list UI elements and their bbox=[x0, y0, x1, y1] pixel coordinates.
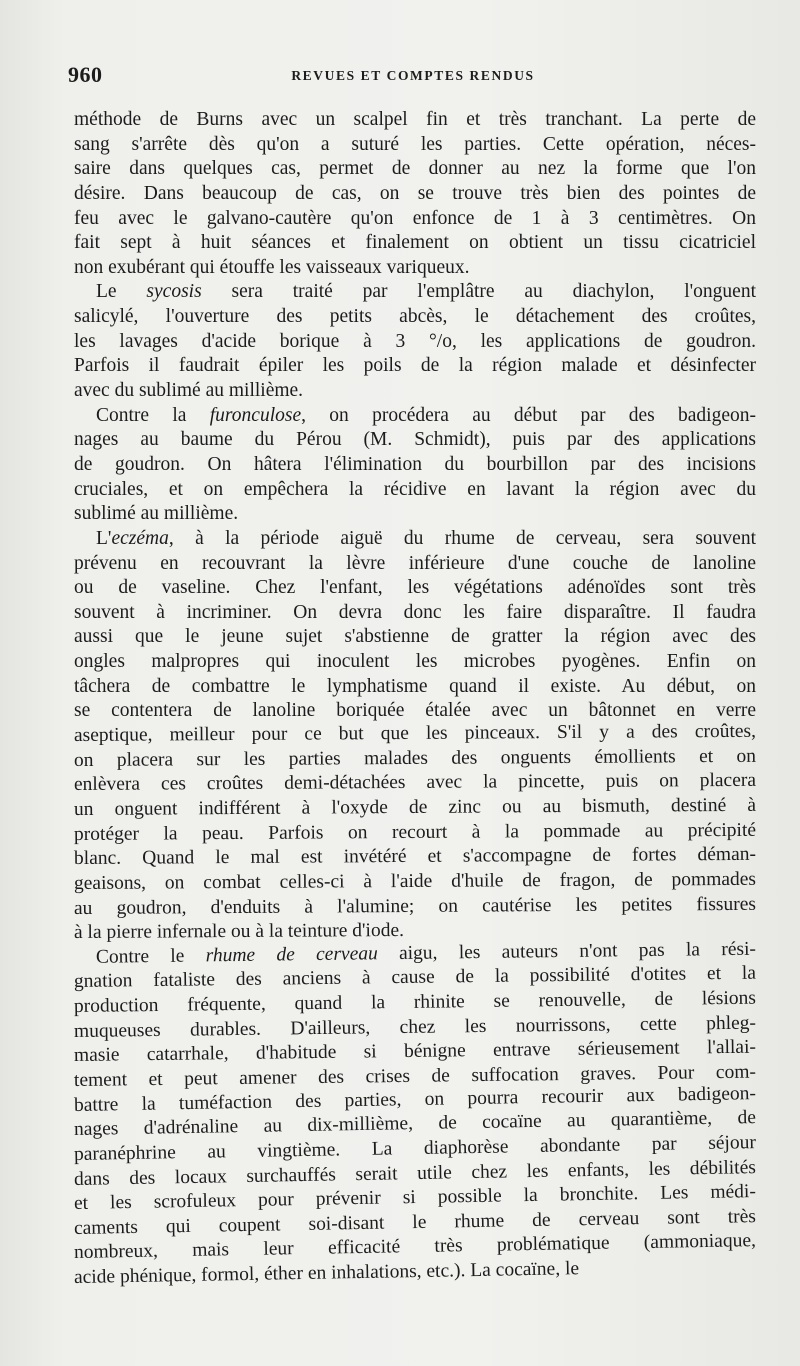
text-line: les lavages d'acide borique à 3 °/o, les applications de goudron. bbox=[74, 330, 756, 352]
text-line: Contre la furonculose, on procédera au début par des badigeon- bbox=[96, 404, 756, 426]
text-line: saire dans quelques cas, permet de donner au nez la forme que l'on bbox=[74, 158, 756, 180]
text-line: aseptique, meilleur pour ce but que les pinceaux. S'il y a des croûtes, bbox=[73, 720, 757, 747]
page-number: 960 bbox=[68, 62, 103, 87]
text-line: blanc. Quand le mal est invétéré et s'accompagne de fortes déman- bbox=[73, 844, 757, 870]
text-line: ou de vaseline. Chez l'enfant, les végétations adénoïdes sont très bbox=[74, 577, 756, 599]
text-line: désire. Dans beaucoup de cas, on se trouve très bien des pointes de bbox=[74, 182, 756, 204]
text-line: L'eczéma, à la période aiguë du rhume de cerveau, sera souvent bbox=[96, 527, 756, 549]
text-line: cruciales, et on empêchera la récidive en lavant la région avec du bbox=[74, 478, 756, 500]
text-line: salicylé, l'ouverture des petits abcès, le détachement des croûtes, bbox=[74, 306, 756, 328]
page-header bbox=[68, 62, 758, 92]
text-line: battre la tuméfaction des parties, on pourra recourir aux badigeon- bbox=[73, 1082, 757, 1116]
italic-term: rhume de cerveau bbox=[205, 943, 378, 967]
text-line: et les scrofuleux pour prévenir si possible la bronchite. Les médi- bbox=[73, 1181, 757, 1215]
text-line: se contentera de lanoline boriquée étalée avec un bâtonnet en verre bbox=[74, 700, 756, 722]
text-line: à la pierre infernale ou à la teinture d'iode. bbox=[73, 920, 405, 944]
text-line: Contre le rhume de cerveau aigu, les auteurs n'ont pas la rési- bbox=[95, 938, 757, 968]
text-line: muqueuses durables. D'ailleurs, chez les nourrissons, cette phleg- bbox=[73, 1012, 757, 1042]
italic-term: sycosis bbox=[146, 281, 202, 303]
text-line: souvent à incriminer. On devra donc les faire disparaître. Il faudra bbox=[74, 601, 756, 623]
text-line: prévenu en recouvrant la lèvre inférieure d'une couche de lanoline bbox=[74, 552, 756, 574]
text-line: de goudron. On hâtera l'élimination du bourbillon par des incisions bbox=[74, 453, 756, 475]
text-line: feu avec le galvano-cautère qu'on enfonce de 1 à 3 centimètres. On bbox=[74, 207, 756, 229]
italic-term: eczéma bbox=[111, 527, 169, 549]
text-line: enlèvera ces croûtes demi-détachées avec la pincette, puis on placera bbox=[73, 770, 757, 796]
text-line: non exubérant qui étouffe les vaisseaux variqueux. bbox=[74, 256, 470, 278]
text-line: masie catarrhale, d'habitude si bénigne entrave sérieusement l'allai- bbox=[73, 1037, 757, 1067]
text-line: méthode de Burns avec un scalpel fin et très tranchant. La perte de bbox=[74, 109, 756, 130]
text-line: tâchera de combattre le lymphatisme quand il existe. Au début, on bbox=[74, 675, 756, 697]
text-line: paranéphrine au vingtième. La diaphorèse abondante par séjour bbox=[73, 1132, 757, 1165]
text-line: gnation fataliste des anciens à cause de la possibilité d'otites et la bbox=[73, 963, 757, 993]
text-line: Le sycosis sera traité par l'emplâtre au diachylon, l'onguent bbox=[96, 281, 756, 303]
text-line: Parfois il faudrait épiler les poils de la région malade et désinfecter bbox=[74, 355, 756, 377]
text-line: sublimé au millième. bbox=[74, 503, 239, 525]
text-line: avec du sublimé au millième. bbox=[74, 380, 304, 402]
text-line: tement et peut amener des crises de suffocation graves. Pour com- bbox=[73, 1061, 757, 1091]
text-line: dans des locaux surchauffés serait utile chez les enfants, les débilités bbox=[73, 1156, 757, 1190]
text-line: nombreux, mais leur efficacité très problématique (ammoniaque, bbox=[73, 1230, 757, 1264]
text-line: production fréquente, quand la rhinite se renouvelle, de lésions bbox=[73, 987, 757, 1018]
italic-term: furonculose bbox=[209, 404, 302, 426]
text-line: au goudron, d'enduits à l'alumine; on cautérise les petites fissures bbox=[73, 893, 757, 919]
text-line: aussi que le jeune sujet s'abstienne de gratter la région avec des bbox=[74, 626, 756, 648]
text-line: acide phénique, formol, éther en inhalations, etc.). La cocaïne, le bbox=[73, 1258, 580, 1289]
text-line: fait sept à huit séances et finalement on obtient un tissu cicatriciel bbox=[74, 232, 756, 254]
text-line: nages d'adrénaline au dix-millième, de cocaïne au quarantième, de bbox=[73, 1107, 757, 1141]
text-line: protéger la peau. Parfois on recourt à la pommade au précipité bbox=[73, 819, 757, 845]
text-line: ongles malpropres qui inoculent les microbes pyogènes. Enfin on bbox=[74, 651, 756, 673]
running-title: REVUES ET COMPTES RENDUS bbox=[291, 68, 535, 83]
text-line: nages au baume du Pérou (M. Schmidt), puis par des applications bbox=[74, 429, 756, 451]
text-line: on placera sur les parties malades des onguents émollients et on bbox=[73, 745, 757, 771]
body-text bbox=[74, 108, 756, 1291]
text-line: caments qui coupent soi-disant le rhume de cerveau sont très bbox=[73, 1205, 757, 1239]
text-line: un onguent indifférent à l'oxyde de zinc ou au bismuth, destiné à bbox=[73, 794, 757, 820]
text-line: geaisons, on combat celles-ci à l'aide d'huile de fragon, de pommades bbox=[73, 868, 757, 894]
text-line: sang s'arrête dès qu'on a suturé les parties. Cette opération, néces- bbox=[74, 133, 756, 155]
